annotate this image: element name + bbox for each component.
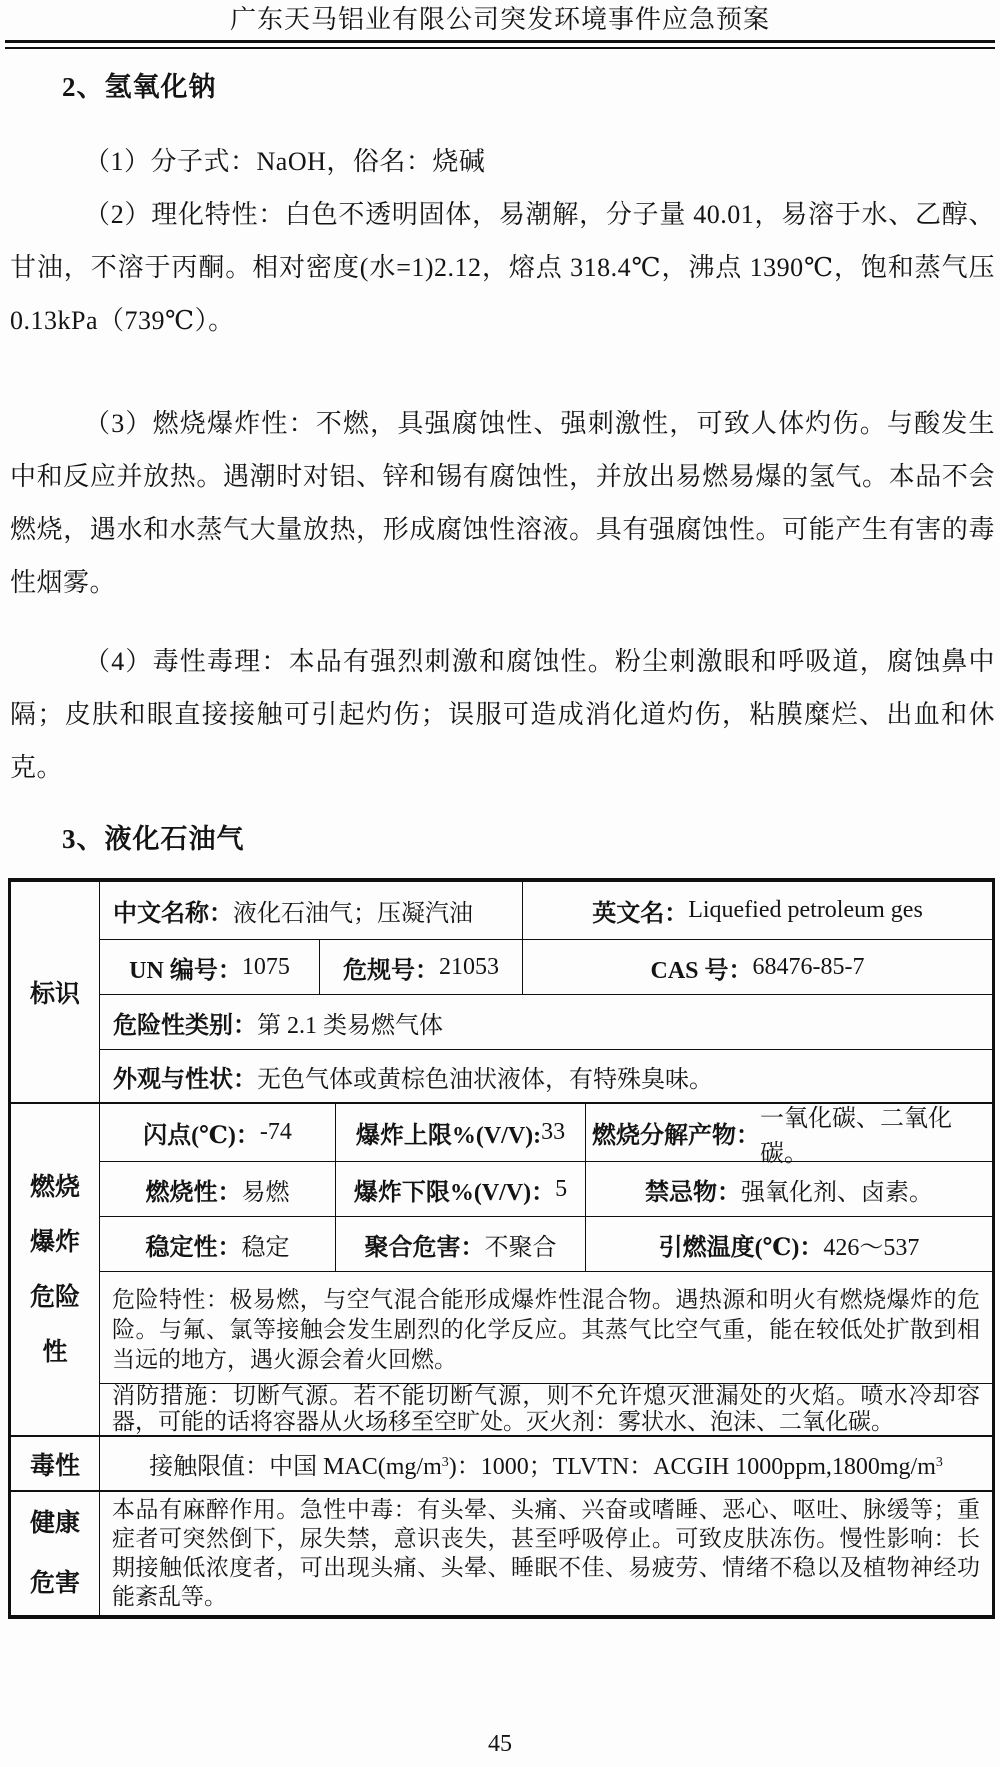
row-appearance: [100, 1050, 992, 1102]
cell-chinese-name: [100, 882, 523, 939]
section-3-heading: 3、液化石油气: [62, 824, 245, 854]
identification-rows: [100, 882, 992, 1102]
cell-hazard-class: [100, 995, 992, 1049]
chinese-name-label: 中文名称：: [113, 901, 233, 927]
ignition-temp-label: 引燃温度(℃)：: [658, 1234, 824, 1261]
cas-number-value: 68476-85-7: [752, 953, 865, 980]
row-flash-point: [100, 1104, 992, 1167]
row-hazard-characteristics: [100, 1272, 992, 1384]
fire-explosion-label-line4: 性: [42, 1338, 68, 1366]
paragraph-toxicology: （4）毒性毒理：本品有强烈刺激和腐蚀性。粉尘刺激眼和呼吸道，腐蚀鼻中隔；皮肤和眼直接接触可引起灼伤；误服可造成消化道灼伤，粘膜糜烂、出血和休克。: [10, 647, 995, 782]
cell-exposure-limit: [100, 1437, 992, 1490]
polymerization-value: 不聚合: [484, 1234, 557, 1261]
cell-incompatibles: [586, 1162, 992, 1216]
fire-fighting-text: 消防措施：切断气源。若不能切断气源，则不允许熄灭泄漏处的火焰。喷水冷却容器，可能的话将容器从火场移至空旷处。灭火剂：雾状水、泡沫、二氧化碳。: [112, 1382, 980, 1434]
lpg-properties-table: [8, 878, 995, 1619]
flash-point-label: 闪点(℃)：: [143, 1123, 260, 1150]
cell-polymerization: [336, 1217, 586, 1271]
flammability-value: 易燃: [241, 1179, 290, 1206]
superscript-3-first: 3: [441, 1455, 449, 1471]
flammability-label: 燃烧性：: [145, 1179, 242, 1206]
row-label-identification: 标识: [11, 882, 100, 1102]
row-names: [100, 882, 992, 940]
exposure-limit-text: [149, 1446, 943, 1481]
cas-number-label: CAS 号：: [650, 957, 753, 984]
stability-label: 稳定性：: [145, 1234, 242, 1261]
chinese-name-value: 液化石油气；压凝汽油: [233, 901, 473, 927]
stability-value: 稳定: [241, 1234, 290, 1261]
hazard-class-label: 危险性类别：: [113, 1012, 257, 1039]
hazard-code-label: 危规号：: [343, 957, 439, 984]
row-exposure-limit: [100, 1437, 992, 1490]
hazard-class-value: 第 2.1 类易燃气体: [257, 1012, 443, 1039]
page-number: 45: [488, 1731, 512, 1757]
cell-ignition-temp: [586, 1217, 992, 1271]
exposure-limit-part1: 接触限值：中国 MAC(mg/m: [149, 1454, 442, 1481]
row-flammability: [100, 1162, 992, 1217]
section-2-heading: 2、氢氧化钠: [62, 72, 217, 102]
health-hazard-text: 本品有麻醉作用。急性中毒：有头晕、头痛、兴奋或嗜睡、恶心、呕吐、脉缓等；重症者可突然倒下，尿失禁，意识丧失，甚至呼吸停止。可致皮肤冻伤。慢性影响：长期接触低浓度者，可出现头痛、头晕、睡眠不佳、易疲劳、情绪不稳以及植物神经功能紊乱等。: [112, 1497, 980, 1609]
paragraph-physicochemical-properties: （2）理化特性：白色不透明固体，易潮解，分子量 40.01，易溶于水、乙醇、甘油，不溶于丙酮。相对密度(水=1)2.12，熔点 318.4℃，沸点 1390℃，饱和蒸气压 0.13kPa（739℃）。: [10, 200, 995, 335]
hazard-characteristics-text: 危险特性：极易燃，与空气混合能形成爆炸性混合物。遇热源和明火有燃烧爆炸的危险。与氟、氯等接触会发生剧烈的化学反应。其蒸气比空气重，能在较低处扩散到相当远的地方，遇火源会着火回燃。: [112, 1287, 980, 1373]
row-label-fire-explosion: [11, 1104, 100, 1435]
page-header-title: 广东天马铝业有限公司突发环境事件应急预案: [229, 5, 770, 34]
english-name-value: Liquefied petroleum ges: [688, 897, 923, 923]
cell-cas-number: [523, 940, 992, 994]
cell-fire-fighting: [100, 1384, 992, 1435]
fire-explosion-rows: [100, 1104, 992, 1435]
row-label-health-hazard: [11, 1492, 100, 1615]
cell-english-name: [523, 882, 992, 939]
header-divider: [5, 40, 995, 49]
health-hazard-label-line2: 危害: [29, 1569, 80, 1597]
table-section-health-hazard: [11, 1492, 992, 1615]
toxicity-rows: [100, 1437, 992, 1490]
explosion-upper-label: 爆炸上限%(V/V):: [355, 1123, 542, 1150]
fire-explosion-label-line2: 爆炸: [29, 1228, 80, 1256]
paragraph-molecular-formula: （1）分子式：NaOH，俗名：烧碱: [84, 147, 486, 176]
cell-explosion-lower: [336, 1162, 586, 1216]
row-stability: [100, 1217, 992, 1272]
exposure-limit-part2: )：1000；TLVTN：ACGIH 1000ppm,1800mg/m: [448, 1454, 936, 1481]
paragraph-fire-explosion-properties: （3）燃烧爆炸性：不燃，具强腐蚀性、强刺激性，可致人体灼伤。与酸发生中和反应并放热。遇潮时对铝、锌和锡有腐蚀性，并放出易燃易爆的氢气。本品不会燃烧，遇水和水蒸气大量放热，形成腐蚀性溶液。具有强腐蚀性。可能产生有害的毒性烟雾。: [10, 409, 995, 597]
table-section-identification: [11, 882, 992, 1104]
cell-explosion-upper: [336, 1104, 586, 1161]
cell-hazard-characteristics: [100, 1272, 992, 1383]
row-health-hazard: [100, 1492, 992, 1615]
combustion-products-label: 燃烧分解产物：: [592, 1123, 760, 1150]
row-label-toxicity: 毒性: [11, 1437, 100, 1490]
cell-health-hazard: [100, 1492, 992, 1615]
cell-combustion-products: [586, 1104, 992, 1167]
cell-hazard-code: [320, 940, 523, 994]
superscript-3-second: 3: [935, 1455, 943, 1471]
appearance-value: 无色气体或黄棕色油状液体，有特殊臭味。: [257, 1066, 713, 1093]
health-hazard-rows: [100, 1492, 992, 1615]
row-hazard-class: [100, 995, 992, 1050]
flash-point-value: -74: [259, 1119, 292, 1146]
cell-appearance: [100, 1050, 992, 1102]
combustion-products-value: 一氧化碳、二氧化碳。: [760, 1105, 952, 1167]
row-codes: [100, 940, 992, 995]
row-fire-fighting: [100, 1384, 992, 1435]
cell-flash-point: [100, 1104, 336, 1161]
explosion-lower-label: 爆炸下限%(V/V)：: [353, 1179, 556, 1206]
ignition-temp-value: 426～537: [823, 1234, 920, 1261]
hazard-code-value: 21053: [439, 953, 499, 980]
explosion-lower-value: 5: [555, 1175, 568, 1202]
incompatibles-label: 禁忌物：: [645, 1179, 741, 1206]
cell-stability: [100, 1217, 336, 1271]
cell-flammability: [100, 1162, 336, 1216]
cell-un-number: [100, 940, 320, 994]
fire-explosion-label-line3: 危险: [29, 1283, 80, 1311]
incompatibles-value: 强氧化剂、卤素。: [741, 1179, 933, 1206]
fire-explosion-label-line1: 燃烧: [29, 1173, 80, 1201]
health-hazard-label-line1: 健康: [29, 1509, 80, 1537]
english-name-label: 英文名：: [592, 901, 689, 927]
explosion-upper-value: 33: [541, 1119, 566, 1146]
appearance-label: 外观与性状：: [113, 1066, 257, 1093]
polymerization-label: 聚合危害：: [364, 1234, 485, 1261]
table-section-fire-explosion: [11, 1104, 992, 1437]
table-section-toxicity: [11, 1437, 992, 1492]
un-number-label: UN 编号：: [129, 957, 242, 984]
un-number-value: 1075: [241, 953, 290, 980]
